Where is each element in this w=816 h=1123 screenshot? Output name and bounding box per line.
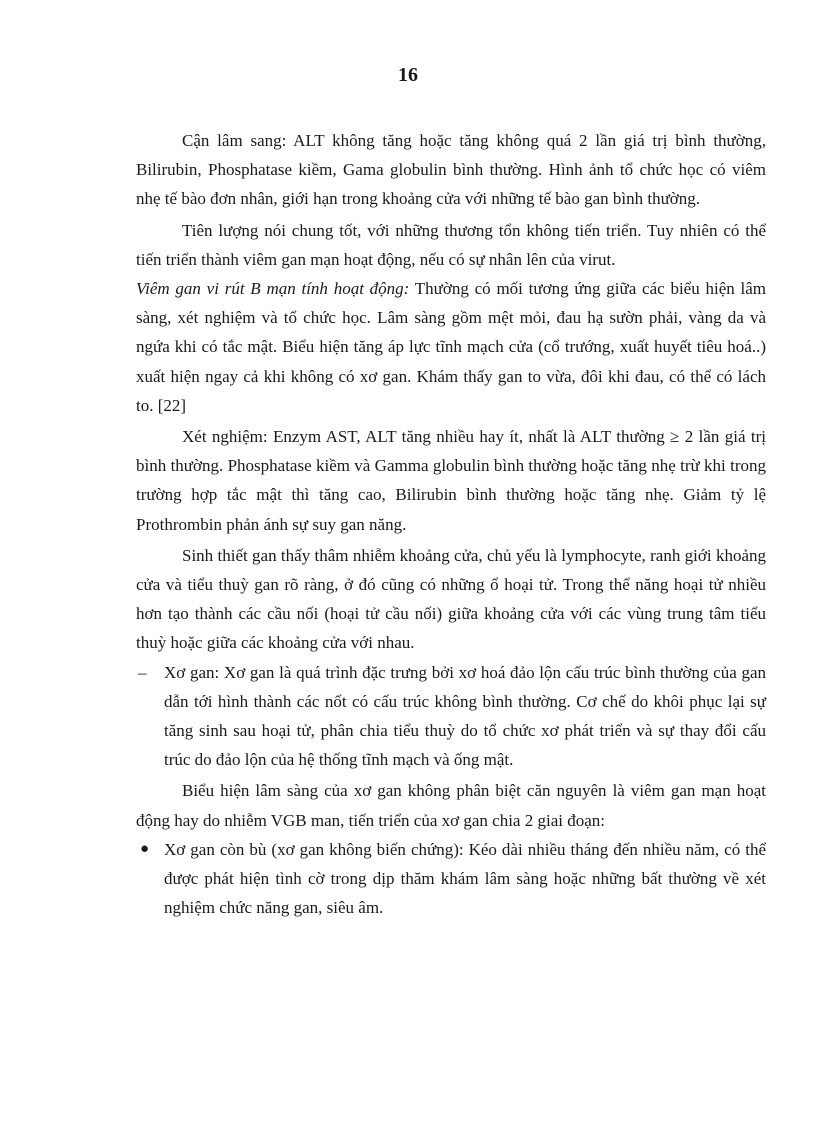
paragraph-biopsy: Sinh thiết gan thấy thâm nhiễm khoảng cửa, chủ yếu là lymphocyte, ranh giới khoảng cửa và tiểu thuỳ gan rõ ràng, ở đó cũng có những ổ hoại tử. Trong thể năng hoại tử nhiều hơn tạo thành các cầu nối (hoại tử cầu nối) giữa khoảng cửa với các vùng trung tâm tiểu thuỳ hoặc giữa các khoảng cửa với nhau.	[136, 545, 766, 653]
body-text	[136, 126, 766, 922]
paragraph-body: Thường có mối tương ứng giữa các biểu hiện lâm sàng, xét nghiệm và tổ chức học. Lâm sàng gồm mệt mỏi, đau hạ sườn phải, vàng da và ngứa khi có tắc mật. Biểu hiện tăng áp lực tĩnh mạch cửa (cổ trướng, xuất huyết tiêu hoá..) xuất hiện ngay cả khi không có xơ gan. Khám thấy gan to vừa, đôi khi đau, có thể có lách to. [22]	[136, 279, 766, 415]
list-item-cirrhosis	[136, 658, 766, 775]
paragraph-active-chronic-hepatitis	[136, 274, 766, 420]
dash-marker: –	[138, 662, 147, 682]
list-item-text: Xơ gan: Xơ gan là quá trình đặc trưng bởi xơ hoá đảo lộn cấu trúc bình thường của gan dẫn tới hình thành các nốt có cấu trúc không bình thường. Cơ chế do khôi phục lại sự tăng sinh sau hoại tử, phân chia tiểu thuỳ do tổ chức xơ phát triển và sự thay đổi cấu trúc do đảo lộn của hệ thống tĩnh mạch và ống mật.	[164, 662, 766, 770]
page-number: 16	[398, 64, 418, 86]
paragraph-prognosis: Tiên lượng nói chung tốt, với những thương tổn không tiến triển. Tuy nhiên có thể tiến triển thành viêm gan mạn hoạt động, nếu có sự nhân lên của virut.	[136, 220, 766, 269]
paragraph-lab-findings: Cận lâm sang: ALT không tăng hoặc tăng không quá 2 lần giá trị bình thường, Bilirubin, Phosphatase kiềm, Gama globulin bình thường. Hình ảnh tổ chức học có viêm nhẹ tế bào đơn nhân, giới hạn trong khoảng cửa với những tế bào gan bình thường.	[136, 131, 766, 209]
inline-heading: Viêm gan vi rút B mạn tính hoạt động:	[136, 279, 410, 299]
list-item-text: Xơ gan còn bù (xơ gan không biến chứng): Kéo dài nhiều tháng đến nhiều năm, có thể được phát hiện tình cờ trong dịp thăm khám lâm sàng hoặc những bất thường về xét nghiệm chức năng gan, siêu âm.	[164, 839, 766, 918]
list-item-compensated-cirrhosis	[136, 835, 766, 923]
paragraph-clinical-stages: Biểu hiện lâm sàng của xơ gan không phân biệt căn nguyên là viêm gan mạn hoạt động hay do nhiễm VGB man, tiến triển của xơ gan chia 2 giai đoạn:	[136, 781, 766, 830]
paragraph-tests: Xét nghiệm: Enzym AST, ALT tăng nhiều hay ít, nhất là ALT thường ≥ 2 lần giá trị bình thường. Phosphatase kiềm và Gamma globulin bình thường hoặc tăng nhẹ trừ khi trong trường hợp tắc mật thì tăng cao, Bilirubin bình thường hoặc tăng nhẹ. Giảm tỷ lệ Prothrombin phản ánh sự suy gan năng.	[136, 427, 766, 534]
bullet-marker: ●	[140, 840, 150, 857]
